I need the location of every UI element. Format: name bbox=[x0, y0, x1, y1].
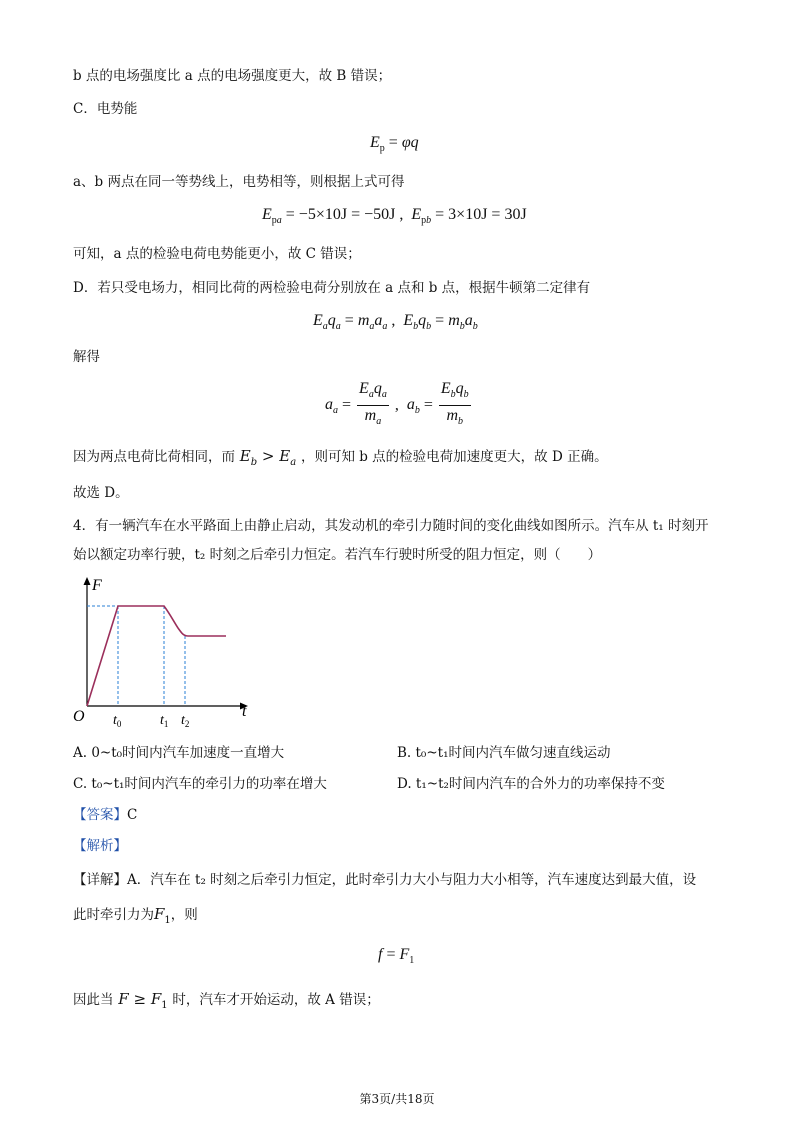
detail-line-1: 【详解】A．汽车在 t₂ 时刻之后牵引力恒定，此时牵引力大小与阻力大小相等，汽车速度达到最大值，设 bbox=[73, 872, 697, 888]
equation-potential-energy: $E_p = \varphi q$ bbox=[370, 134, 419, 155]
question-4-line1: 4．有一辆汽车在水平路面上由静止启动，其发动机的牵引力随时间的变化曲线如图所示。汽车从 t₁ 时刻开 bbox=[73, 518, 709, 534]
answer-line bbox=[73, 805, 137, 825]
analysis-line bbox=[73, 836, 127, 856]
tick-t2: $t_2$ bbox=[181, 713, 190, 729]
option-b: B. t₀~t₁时间内汽车做匀速直线运动 bbox=[397, 745, 611, 761]
equation-f-equals-f1: $f = F_1$ bbox=[378, 946, 415, 967]
tick-t0: $t_0$ bbox=[113, 713, 122, 729]
equation-newton-second-law: $E_aq_a = m_aa_a$ , $E_bq_b = m_ba_b$ bbox=[313, 312, 478, 333]
text-line-b-field: b 点的电场强度比 a 点的电场强度更大，故 B 错误； bbox=[73, 68, 392, 84]
x-axis-label: t bbox=[242, 703, 247, 720]
force-time-graph bbox=[70, 574, 270, 734]
page-footer: 第3页/共18页 bbox=[359, 1092, 435, 1106]
answer-tag: 【答案】 bbox=[73, 807, 127, 823]
equation-acceleration: $a_a$ = $\frac{E_aq_a}{m_a}$ , $a_b$ = $\frac{E_bq_b}{m_b}$ bbox=[325, 380, 469, 428]
detail-line-2: 此时牵引力为$F_1$，则 bbox=[73, 905, 198, 926]
detail-tag: 【详解】 bbox=[73, 872, 127, 888]
text-line-c-wrong: 可知，a 点的检验电荷电势能更小，故 C 错误； bbox=[73, 246, 361, 262]
text-line-d-correct: 因为两点电荷比荷相同，而 $E_b > E_a$ ，则可知 b 点的检验电荷加速度更大，故 D 正确。 bbox=[73, 447, 608, 468]
y-axis-arrow bbox=[84, 577, 91, 585]
equation-epa-epb: $E_{pa} = -5\times 10J = -50J$ , $E_{pb} = 3\times 10J = 30J$ bbox=[262, 206, 527, 227]
question-4-line2: 始以额定功率行驶，t₂ 时刻之后牵引力恒定。若汽车行驶时所受的阻力恒定，则（ ） bbox=[73, 547, 602, 563]
option-c: C. t₀~t₁时间内汽车的牵引力的功率在增大 bbox=[73, 776, 327, 792]
detail-line-3: 因此当 $F \ge F_1$ 时，汽车才开始运动，故 A 错误； bbox=[73, 990, 380, 1011]
origin-label: O bbox=[73, 708, 85, 725]
tick-t1: $t_1$ bbox=[160, 713, 169, 729]
text-line-choose-d: 故选 D。 bbox=[73, 485, 129, 501]
text-line-equipotential: a、b 两点在同一等势线上，电势相等，则根据上式可得 bbox=[73, 174, 405, 190]
text-line-d-newton: D．若只受电场力，相同比荷的两检验电荷分别放在 a 点和 b 点，根据牛顿第二定律有 bbox=[73, 280, 591, 296]
text-line-solve: 解得 bbox=[73, 349, 100, 365]
analysis-tag: 【解析】 bbox=[73, 838, 127, 854]
option-d: D. t₁~t₂时间内汽车的合外力的功率保持不变 bbox=[397, 776, 665, 792]
option-a: A. 0~t₀时间内汽车加速度一直增大 bbox=[73, 745, 285, 761]
force-curve bbox=[87, 606, 226, 706]
text-line-c-label: C．电势能 bbox=[73, 101, 138, 117]
y-axis-label: F bbox=[92, 577, 102, 594]
answer-value: C bbox=[127, 807, 138, 823]
